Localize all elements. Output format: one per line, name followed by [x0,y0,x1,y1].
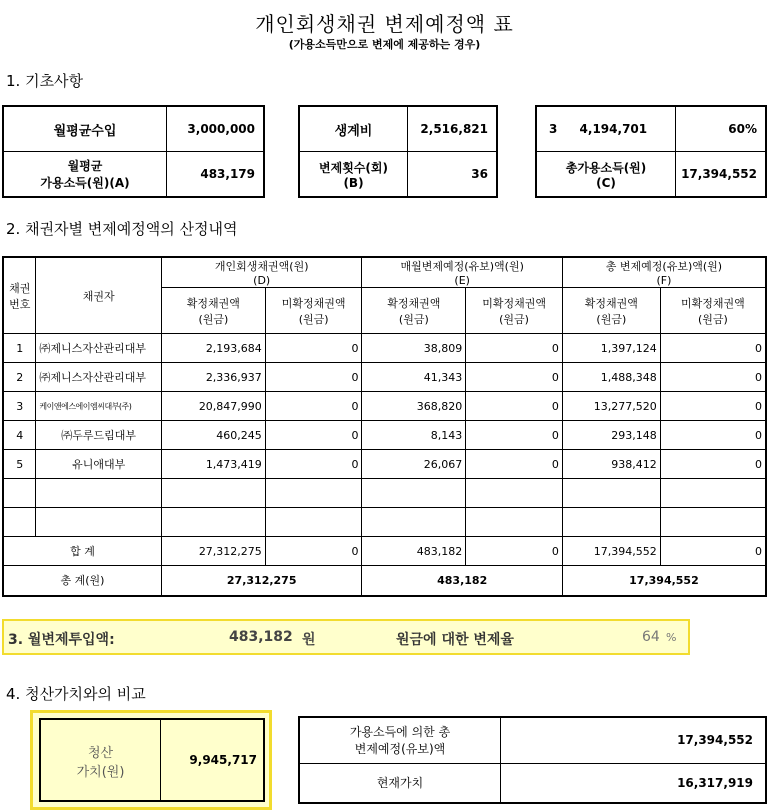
row-e1: 41,343 [362,363,466,392]
sub-label: 미확정채권액 [681,296,745,310]
subtotal-d1: 27,312,275 [161,537,265,566]
extra-pct: 60% [676,106,767,152]
subtotal-f1: 17,394,552 [562,537,660,566]
row-d1: 2,336,937 [161,363,265,392]
present-value: 16,317,919 [501,763,767,803]
sub-e-confirmed [362,288,466,334]
row-e2: 0 [466,421,563,450]
subtotal-e1: 483,182 [362,537,466,566]
repay-count-label-line2: (B) [343,175,364,190]
sub-f-unconfirmed [660,288,766,334]
table-row [3,421,766,450]
sub-label: (원금) [499,312,529,326]
row-d2: 0 [265,334,362,363]
subtotal-label: 합 계 [3,537,161,566]
col-no-header [3,257,36,334]
living-cost-value: 2,516,821 [408,106,498,152]
empty-row [3,479,766,508]
row-f1: 293,148 [562,421,660,450]
row-f1: 938,412 [562,450,660,479]
row-f1: 13,277,520 [562,392,660,421]
col-e-header [362,257,562,288]
col-e-line1: 매월변제예정(유보)액(원) [400,260,524,273]
income-box [2,105,265,198]
row-creditor: ㈜제니스자산관리대부 [36,334,162,363]
row-f1: 1,397,124 [562,334,660,363]
row-e1: 368,820 [362,392,466,421]
repay-rate-label: 원금에 대한 변제율 [396,632,514,648]
avail-income-label-line2: 가용소득(원)(A) [40,176,130,190]
monthly-income-value: 3,000,000 [167,106,265,152]
row-f1: 1,488,348 [562,363,660,392]
monthly-repayment-amount: 483,182 [229,629,293,645]
sub-d-confirmed [161,288,265,334]
sub-label: (원금) [596,312,627,326]
col-d-header [161,257,362,288]
sub-label: 확정채권액 [186,296,240,310]
row-f2: 0 [660,392,766,421]
liquidation-label-line1: 청산 [87,746,114,761]
monthly-repayment-bar [2,619,690,655]
liquidation-label-line2: 가치(원) [76,765,125,780]
total-e: 483,182 [362,566,562,596]
present-value-label: 현재가치 [299,763,501,803]
repay-count-value: 36 [408,152,498,198]
page-subtitle: (가용소득만으로 변제에 제공하는 경우) [288,38,481,51]
row-no: 2 [3,363,36,392]
table-row [3,363,766,392]
row-f2: 0 [660,334,766,363]
total-row [3,566,766,596]
sub-label: (원금) [398,312,429,326]
total-avail-value: 17,394,552 [676,152,767,198]
liquidation-value: 9,945,717 [189,753,257,767]
extra-value: 4,194,701 [579,122,648,136]
comparison-table [298,716,767,804]
row-d1: 2,193,684 [161,334,265,363]
subtotal-d2: 0 [265,537,362,566]
total-box [535,105,767,198]
row-creditor: 케이앤에스에이엠씨대부(주) [36,392,162,421]
subtotal-f2: 0 [660,537,766,566]
sub-label: 미확정채권액 [281,296,346,310]
row-creditor: ㈜두루드림대부 [36,421,162,450]
row-e1: 8,143 [362,421,466,450]
section1-heading: 1. 기초사항 [6,72,84,90]
avail-income-value: 483,179 [167,152,265,198]
row-d2: 0 [265,392,362,421]
row-d2: 0 [265,363,362,392]
col-no-line2: 번호 [9,297,31,311]
row-f2: 0 [660,421,766,450]
sub-label: 확정채권액 [387,296,441,310]
avail-total-label [299,717,501,763]
row-no: 1 [3,334,36,363]
subtotal-e2: 0 [466,537,563,566]
table-row [3,392,766,421]
col-e-line2: (E) [454,274,470,287]
row-e2: 0 [466,450,563,479]
empty-row [3,508,766,537]
row-no: 4 [3,421,36,450]
row-d2: 0 [265,421,362,450]
avail-total-value: 17,394,552 [501,717,767,763]
row-creditor: 유니애대부 [36,450,162,479]
subtotal-row [3,537,766,566]
total-f: 17,394,552 [562,566,766,596]
total-d: 27,312,275 [161,566,362,596]
monthly-repayment-unit: 원 [302,632,316,648]
row-e1: 38,809 [362,334,466,363]
table-row [3,334,766,363]
row-d1: 1,473,419 [161,450,265,479]
col-no-line1: 채권 [9,281,31,295]
total-label: 총 계(원) [3,566,161,596]
col-f-line1: 총 변제예정(유보)액(원) [605,260,723,273]
row-e1: 26,067 [362,450,466,479]
table-row [3,450,766,479]
page-title: 개인회생채권 변제예정액 표 [255,12,514,36]
liquidation-box [30,710,272,810]
row-d1: 20,847,990 [161,392,265,421]
row-no: 5 [3,450,36,479]
repay-count-label-line1: 변제횟수(회) [319,160,388,175]
creditor-table [2,256,767,597]
sub-e-unconfirmed [466,288,563,334]
repay-rate-unit: % [666,631,677,644]
section3-heading: 3. 월변제투입액: [8,632,115,648]
row-f2: 0 [660,363,766,392]
row-d1: 460,245 [161,421,265,450]
living-cost-label: 생계비 [299,106,408,152]
total-avail-label-line1: 총가용소득(원) [565,160,647,175]
row-d2: 0 [265,450,362,479]
sub-label: 확정채권액 [584,296,638,310]
section4-heading: 4. 청산가치와의 비교 [6,685,146,703]
avail-total-label-line1: 가용소득에 의한 총 [349,725,451,740]
monthly-income-label: 월평균수입 [3,106,167,152]
row-f2: 0 [660,450,766,479]
sub-label: 미확정채권액 [482,296,546,310]
avail-income-label-line1: 월평균 [67,159,103,173]
sub-label: (원금) [198,312,229,326]
total-avail-label [536,152,676,198]
avail-income-label [3,152,167,198]
sub-d-unconfirmed [265,288,362,334]
sub-label: (원금) [298,312,329,326]
col-creditor-header: 채권자 [36,257,162,334]
extra-label: 3 [549,122,558,136]
avail-total-label-line2: 변제예정(유보)액 [354,742,446,757]
sub-label: (원금) [697,312,728,326]
row-e2: 0 [466,363,563,392]
row-creditor: ㈜제니스자산관리대부 [36,363,162,392]
section2-heading: 2. 채권자별 변제예정액의 산정내역 [6,220,238,238]
sub-f-confirmed [562,288,660,334]
col-d-line1: 개인회생채권액(원) [214,260,309,273]
col-f-line2: (F) [656,274,672,287]
liquidation-inner [39,718,265,802]
living-box [298,105,498,198]
row-no: 3 [3,392,36,421]
repay-rate-value: 64 [642,629,660,645]
row-e2: 0 [466,392,563,421]
total-avail-label-line2: (C) [596,175,616,190]
col-f-header [562,257,766,288]
liquidation-label [41,720,161,800]
extra-cell [536,106,676,152]
row-e2: 0 [466,334,563,363]
repay-count-label [299,152,408,198]
col-d-line2: (D) [253,274,271,287]
